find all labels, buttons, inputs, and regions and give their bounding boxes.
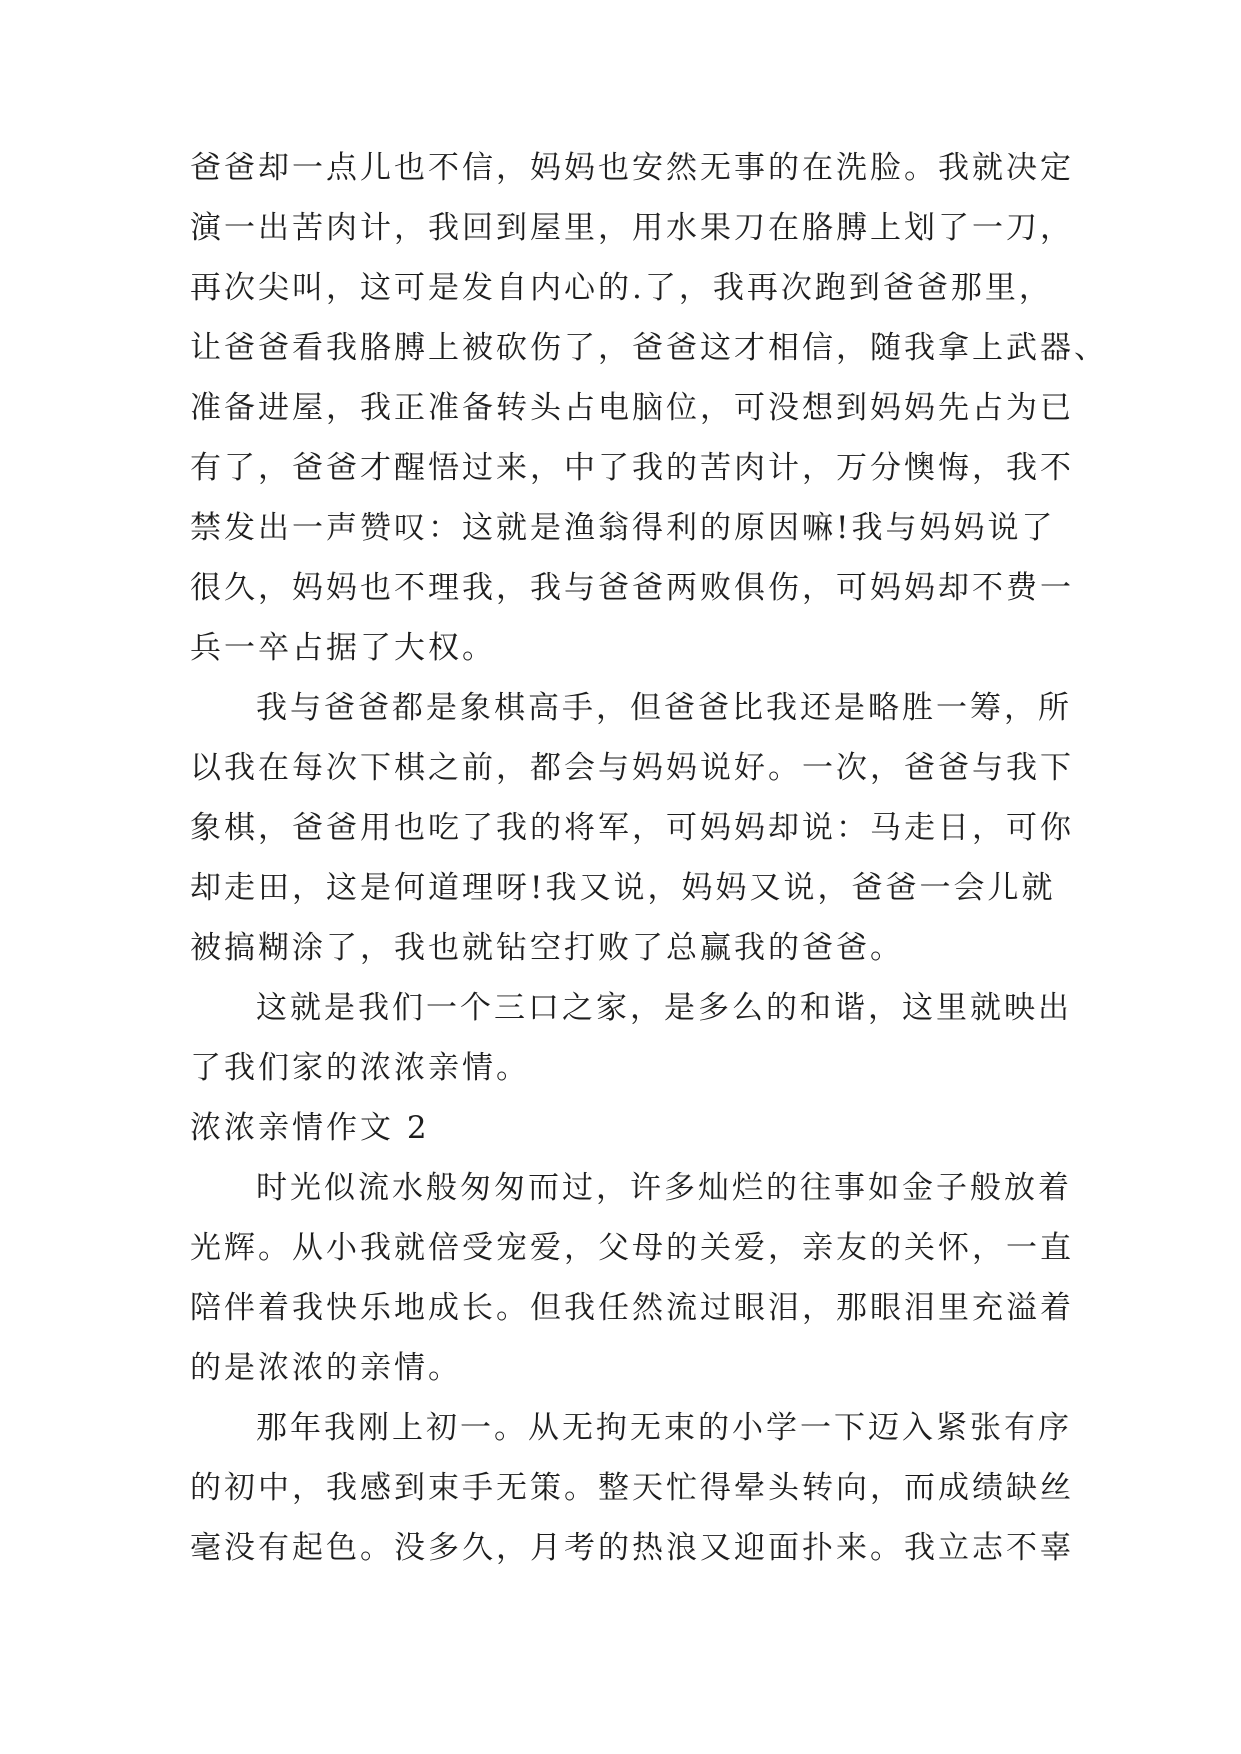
paragraph-line: 以我在每次下棋之前，都会与妈妈说好。一次，爸爸与我下	[190, 750, 1074, 786]
paragraph-line: 陪伴着我快乐地成长。但我任然流过眼泪，那眼泪里充溢着	[190, 1290, 1074, 1326]
section-heading: 浓浓亲情作文 2	[190, 1110, 430, 1146]
paragraph-line: 被搞糊涂了，我也就钻空打败了总赢我的爸爸。	[190, 930, 904, 966]
paragraph-line: 很久，妈妈也不理我，我与爸爸两败俱伤，可妈妈却不费一	[190, 570, 1074, 606]
paragraph-line: 那年我刚上初一。从无拘无束的小学一下迈入紧张有序	[256, 1410, 1072, 1446]
paragraph-line: 时光似流水般匆匆而过，许多灿烂的往事如金子般放着	[256, 1170, 1072, 1206]
paragraph-line: 了我们家的浓浓亲情。	[190, 1050, 530, 1086]
paragraph-line: 爸爸却一点儿也不信，妈妈也安然无事的在洗脸。我就决定	[190, 150, 1074, 186]
paragraph-line: 演一出苦肉计，我回到屋里，用水果刀在胳膊上划了一刀，	[190, 210, 1074, 246]
paragraph-line: 我与爸爸都是象棋高手，但爸爸比我还是略胜一筹，所	[256, 690, 1072, 726]
paragraph-line: 兵一卒占据了大权。	[190, 630, 496, 666]
paragraph-line: 这就是我们一个三口之家，是多么的和谐，这里就映出	[256, 990, 1072, 1026]
paragraph-line: 却走田，这是何道理呀!我又说，妈妈又说，爸爸一会儿就	[190, 870, 1056, 906]
paragraph-line: 象棋，爸爸用也吃了我的将军，可妈妈却说：马走日，可你	[190, 810, 1074, 846]
paragraph-line: 准备进屋，我正准备转头占电脑位，可没想到妈妈先占为已	[190, 390, 1074, 426]
paragraph-line: 让爸爸看我胳膊上被砍伤了，爸爸这才相信，随我拿上武器、	[190, 330, 1108, 366]
paragraph-line: 光辉。从小我就倍受宠爱，父母的关爱，亲友的关怀，一直	[190, 1230, 1074, 1266]
paragraph-line: 毫没有起色。没多久，月考的热浪又迎面扑来。我立志不辜	[190, 1530, 1074, 1566]
paragraph-line: 禁发出一声赞叹：这就是渔翁得利的原因嘛!我与妈妈说了	[190, 510, 1056, 546]
paragraph-line: 的初中，我感到束手无策。整天忙得晕头转向，而成绩缺丝	[190, 1470, 1074, 1506]
paragraph-line: 有了，爸爸才醒悟过来，中了我的苦肉计，万分懊悔，我不	[190, 450, 1074, 486]
paragraph-line: 再次尖叫，这可是发自内心的.了，我再次跑到爸爸那里，	[190, 270, 1053, 306]
paragraph-line: 的是浓浓的亲情。	[190, 1350, 462, 1386]
